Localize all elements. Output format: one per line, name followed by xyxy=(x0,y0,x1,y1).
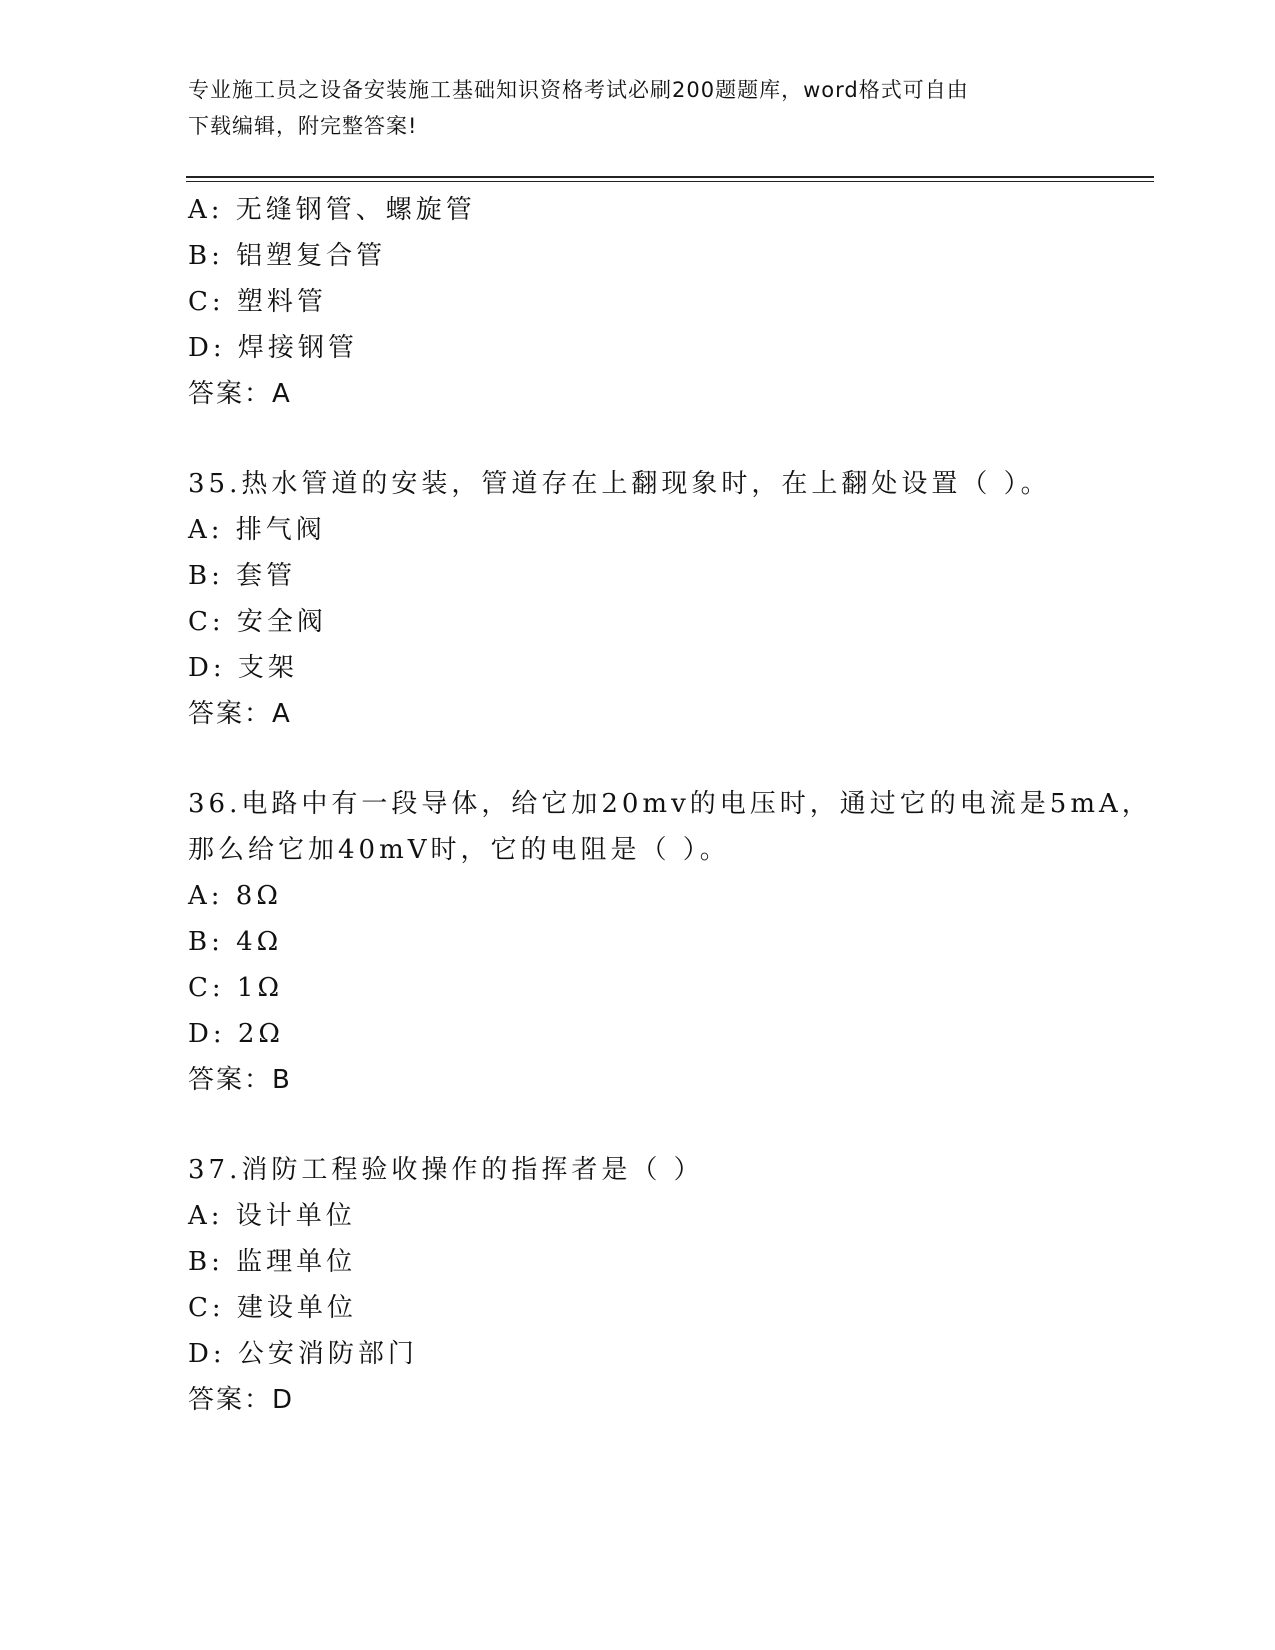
question-text: 35.热水管道的安装，管道存在上翻现象时，在上翻处设置（ ）。 xyxy=(188,469,1051,499)
question-36 xyxy=(188,781,1152,1103)
header-rule-thick xyxy=(186,176,1154,178)
header-rule-thin xyxy=(186,181,1154,182)
question-text-line-2: 那么给它加40mV时，它的电阻是（ ）。 xyxy=(188,835,730,865)
option-d: D: 2Ω xyxy=(188,1019,284,1049)
option-b: B: 4Ω xyxy=(188,927,283,957)
answer-label: 答案：A xyxy=(188,699,292,729)
spacer xyxy=(188,417,1148,461)
question-text: 37.消防工程验收操作的指挥者是（ ） xyxy=(188,1155,704,1185)
option-c: C: 安全阀 xyxy=(188,607,327,637)
option-b: B: 套管 xyxy=(188,561,297,591)
answer-label: 答案：A xyxy=(188,379,292,409)
question-37 xyxy=(188,1147,1148,1423)
option-d: D: 支架 xyxy=(188,653,298,683)
header-title-line-1: 专业施工员之设备安装施工基础知识资格考试必刷200题题库，word格式可自由 xyxy=(188,78,969,102)
option-a: A: 无缝钢管、螺旋管 xyxy=(188,195,476,225)
question-list xyxy=(188,187,1152,1423)
header-title-line-2: 下载编辑，附完整答案! xyxy=(188,114,418,138)
spacer xyxy=(188,737,1148,781)
option-c: C: 1Ω xyxy=(188,973,284,1003)
answer-label: 答案：D xyxy=(188,1385,295,1415)
option-c: C: 塑料管 xyxy=(188,287,327,317)
option-a: A: 8Ω xyxy=(188,881,282,911)
option-a: A: 排气阀 xyxy=(188,515,326,545)
answer-label: 答案：B xyxy=(188,1065,292,1095)
question-34 xyxy=(188,187,1148,417)
question-35 xyxy=(188,461,1148,737)
option-a: A: 设计单位 xyxy=(188,1201,356,1231)
document-header xyxy=(188,72,1088,144)
option-b: B: 铝塑复合管 xyxy=(188,241,387,271)
option-b: B: 监理单位 xyxy=(188,1247,357,1277)
spacer xyxy=(188,1103,1148,1147)
option-c: C: 建设单位 xyxy=(188,1293,357,1323)
question-text-line-1: 36.电路中有一段导体，给它加20mv的电压时，通过它的电流是5mA， xyxy=(188,789,1152,819)
option-d: D: 公安消防部门 xyxy=(188,1339,418,1369)
option-d: D: 焊接钢管 xyxy=(188,333,358,363)
